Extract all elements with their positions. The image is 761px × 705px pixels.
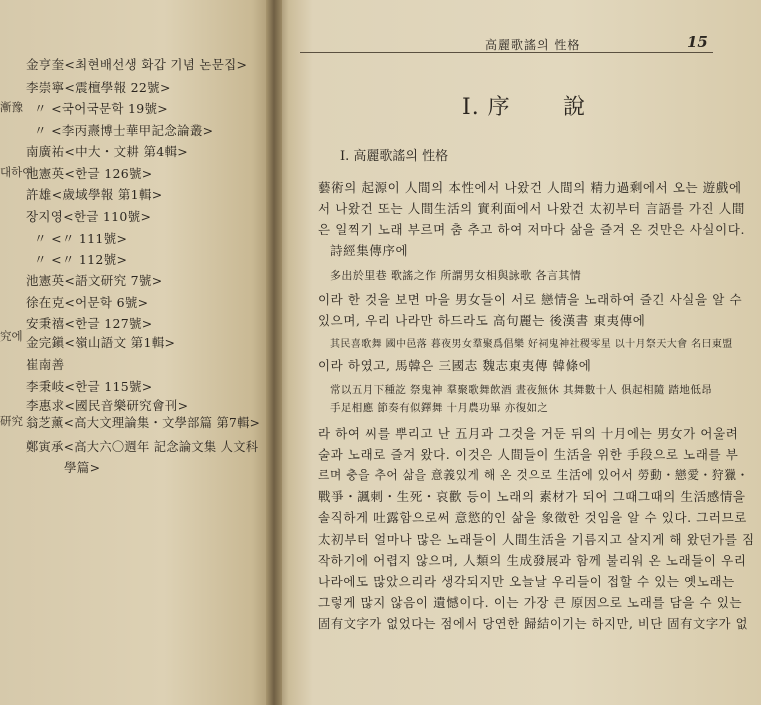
- bibliography-line: 徐在克<어문학 6號>: [26, 295, 149, 310]
- edge-label: 대하여: [0, 165, 34, 179]
- quote-line: 手足相應 節奏有似鐸舞 十月農功畢 亦復如之: [330, 402, 549, 414]
- bibliography-line: 崔南善: [26, 357, 65, 372]
- quote-line: 其民喜歌舞 國中邑落 暮夜男女羣聚爲倡樂 好祠鬼神社稷零星 以十月祭天大會 名曰東盟: [330, 339, 733, 350]
- body-line: 있으며, 우리 나라만 하드라도 高句麗는 後漢書 東夷傳에: [318, 313, 646, 328]
- body-line: 르며 충을 추어 삶을 意義있게 해 온 것으로 生活에 있어서 勞動・戀愛・狩獵・: [318, 468, 749, 482]
- quote-line: 常以五月下種訖 祭鬼神 羣聚歌舞飲酒 晝夜無休 其舞數十人 俱起相隨 踏地低昂: [330, 384, 713, 396]
- body-line: 이라 하였고, 馬韓은 三國志 魏志東夷傳 韓條에: [318, 358, 592, 373]
- bibliography-line: 〃 <〃 112號>: [34, 252, 128, 267]
- bibliography-line: 許雄<歲域學報 第1輯>: [26, 187, 163, 202]
- body-line: 작하기에 어렵지 않으며, 人類의 生成發展과 함께 불리워 온 노래들이 우리: [318, 553, 747, 568]
- section-heading-number: Ⅰ. 序: [462, 95, 511, 120]
- bibliography-line: 安秉禧<한글 127號>: [26, 316, 153, 331]
- edge-label: 究에: [0, 329, 23, 343]
- body-line: 이라 한 것을 보면 마을 男女들이 서로 戀情을 노래하여 즐긴 사실을 알 수: [318, 292, 743, 307]
- quote-line: 多出於里巷 歌謠之作 所謂男女相與詠歌 各言其情: [330, 269, 582, 282]
- bibliography-line: 〃 <李丙燾博士華甲記念論叢>: [34, 123, 214, 138]
- body-line: 藝術의 起源이 人間의 本性에서 나왔건 人間의 精力過剩에서 오는 遊戲에: [318, 180, 742, 195]
- body-line: 나라에도 많았으리라 생각되지만 오늘날 우리들이 접할 수 있는 옛노래는: [318, 574, 735, 589]
- bibliography-line: 池憲英<한글 126號>: [26, 166, 153, 181]
- bibliography-line: 〃 <〃 111號>: [34, 231, 128, 246]
- body-line: 戰爭・諷刺・生死・哀歡 등이 노래의 素材가 되어 그때그때의 生活感情을: [318, 489, 746, 504]
- bibliography-line: 李崇寧<震檀學報 22號>: [26, 80, 171, 95]
- bibliography-line: 金亨奎<최현배선생 화갑 기념 논문집>: [26, 57, 248, 72]
- body-line: 그렇게 많지 않음이 遺憾이다. 이는 가장 큰 原因으로 노래를 담을 수 있는: [318, 595, 743, 610]
- bibliography-line: 學篇>: [64, 460, 101, 475]
- bibliography-line: 翁芝薰<高大文理論集・文學部篇 第7輯>: [26, 416, 261, 430]
- body-line: 太初부터 얼마나 많은 노래들이 人間生活을 기름지고 살지게 해 왔던가를 짐: [318, 532, 755, 547]
- subsection-heading: Ⅰ. 高麗歌謠의 性格: [340, 149, 449, 164]
- body-line: 라 하여 씨를 뿌리고 난 五月과 그것을 거둔 뒤의 十月에는 男女가 어울려: [318, 426, 739, 441]
- body-line: 서 나왔건 또는 人間生活의 實利面에서 나왔건 太初부터 言語를 가진 人間: [318, 201, 745, 216]
- left-page: [0, 0, 274, 705]
- header-rule: [300, 52, 713, 53]
- bibliography-line: 鄭寅承<高大六〇週年 記念論文集 人文科: [26, 440, 259, 454]
- body-line: 固有文字가 없었다는 점에서 당연한 歸結이기는 하지만, 비단 固有文字가 없: [318, 617, 749, 631]
- page-number: 15: [687, 33, 708, 51]
- edge-label: 漸豫: [0, 100, 23, 114]
- bibliography-line: 李惠求<國民音樂研究會刊>: [26, 398, 189, 413]
- body-line: 詩經集傳序에: [330, 243, 409, 258]
- bibliography-line: 金完鎭<嶺山語文 第1輯>: [26, 335, 176, 350]
- edge-label: 研究: [0, 414, 23, 428]
- bibliography-line: 池憲英<語文研究 7號>: [26, 273, 163, 288]
- section-heading-title: 說: [563, 95, 586, 120]
- body-line: 솔직하게 吐露함으로써 意慾的인 삶을 象徵한 것임을 알 수 있다. 그러므로: [318, 510, 747, 525]
- running-header: 高麗歌謠의 性格: [485, 38, 581, 52]
- body-line: 술과 노래로 즐겨 왔다. 이것은 人間들이 生活을 위한 手段으로 노래를 부: [318, 447, 739, 462]
- bibliography-line: 南廣祐<中大・文耕 第4輯>: [26, 144, 189, 159]
- bibliography-line: 장지영<한글 110號>: [26, 209, 152, 224]
- bibliography-line: 〃 <국어국문학 19號>: [34, 101, 169, 116]
- book-gutter: [266, 0, 282, 705]
- body-line: 은 일찍기 노래 부르며 춤 추고 하여 저마다 삶을 즐겨 온 것만은 사실이다.: [318, 222, 746, 237]
- bibliography-line: 李秉岐<한글 115號>: [26, 379, 153, 394]
